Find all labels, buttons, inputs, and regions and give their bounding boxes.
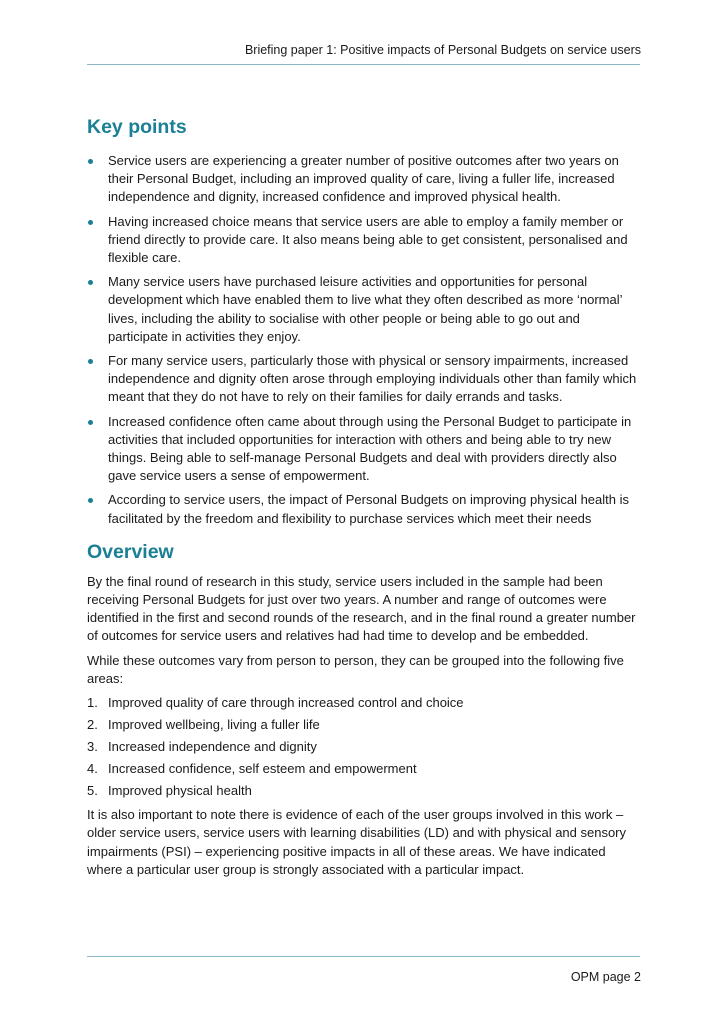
item-number: 2. [87, 717, 98, 733]
item-number: 1. [87, 695, 98, 711]
item-text: Improved wellbeing, living a fuller life [108, 717, 320, 733]
item-text: Improved physical health [108, 783, 252, 799]
key-point-item [87, 491, 640, 527]
item-text: Increased confidence, self esteem and empowerment [108, 761, 417, 777]
overview-paragraph-3: It is also important to note there is evidence of each of the user groups involved in this work – older service users, service users with learning disabilities (LD) and with physical and sensory impairments (PSI) – experiencing positive impacts in all of these areas. We have indicated where a particular user group is strongly associated with a particular impact. [87, 807, 627, 877]
key-point-text: Service users are experiencing a greater number of positive outcomes after two years on their Personal Budget, including an improved quality of care, living a fuller life, increased independence and dignity, increased confidence and improved physical health. [108, 153, 619, 205]
page-content [87, 115, 640, 885]
bullet-icon [88, 359, 93, 364]
footer-rule [87, 956, 640, 957]
item-number: 5. [87, 783, 98, 799]
key-point-item [87, 213, 640, 268]
key-point-text: Increased confidence often came about through using the Personal Budget to participate in activities that included opportunities for interaction with others and being able to try new things. Being able to self-manage Personal Budgets and deal with providers directly also gave service users a sense of empowerment. [108, 413, 632, 484]
outcome-areas-list [87, 694, 640, 800]
outcome-area-item [87, 716, 640, 734]
key-points-heading: Key points [87, 116, 187, 138]
header-rule [87, 64, 640, 65]
bullet-icon [88, 498, 93, 503]
key-point-item [87, 413, 640, 486]
page-number: OPM page 2 [570, 970, 641, 984]
key-points-list [87, 152, 640, 528]
overview-paragraph-1: By the final round of research in this study, service users included in the sample had been receiving Personal Budgets for just over two years. A number and range of outcomes were identified in the first and second rounds of the research, and in the final round a greater number of outcomes for service users and relatives had had time to develop and be embedded. [87, 573, 636, 644]
key-point-text: According to service users, the impact of Personal Budgets on improving physical health is facilitated by the freedom and flexibility to purchase services which meet their needs [108, 492, 629, 526]
item-number: 3. [87, 739, 98, 755]
key-point-item [87, 152, 640, 207]
outcome-area-item [87, 738, 640, 756]
outcome-area-item [87, 782, 640, 800]
item-text: Improved quality of care through increased control and choice [108, 695, 464, 711]
overview-paragraph-2: While these outcomes vary from person to person, they can be grouped into the following five areas: [87, 652, 624, 686]
key-point-text: For many service users, particularly those with physical or sensory impairments, increased independence and dignity often arose through employing individuals other than family which meant that they do not have to rely on their families for daily errands and tasks. [108, 353, 637, 405]
bullet-icon [88, 280, 93, 285]
outcome-area-item [87, 760, 640, 778]
item-text: Increased independence and dignity [108, 739, 317, 755]
item-number: 4. [87, 761, 98, 777]
outcome-area-item [87, 694, 640, 712]
key-point-item [87, 352, 640, 407]
key-point-text: Having increased choice means that service users are able to employ a family member or friend directly to provide care. It also means being able to get consistent, personalised and flexible care. [108, 213, 628, 266]
key-point-item [87, 273, 640, 346]
bullet-icon [88, 159, 93, 164]
bullet-icon [88, 220, 93, 225]
running-header: Briefing paper 1: Positive impacts of Personal Budgets on service users [244, 43, 641, 57]
overview-heading: Overview [87, 540, 174, 563]
bullet-icon [88, 420, 93, 425]
key-point-text: Many service users have purchased leisure activities and opportunities for personal development which have enabled them to live what they often described as more ‘normal’ lives, including the ability to socialise with other people or being able to go out and participate in activities they enjoy. [108, 274, 623, 344]
